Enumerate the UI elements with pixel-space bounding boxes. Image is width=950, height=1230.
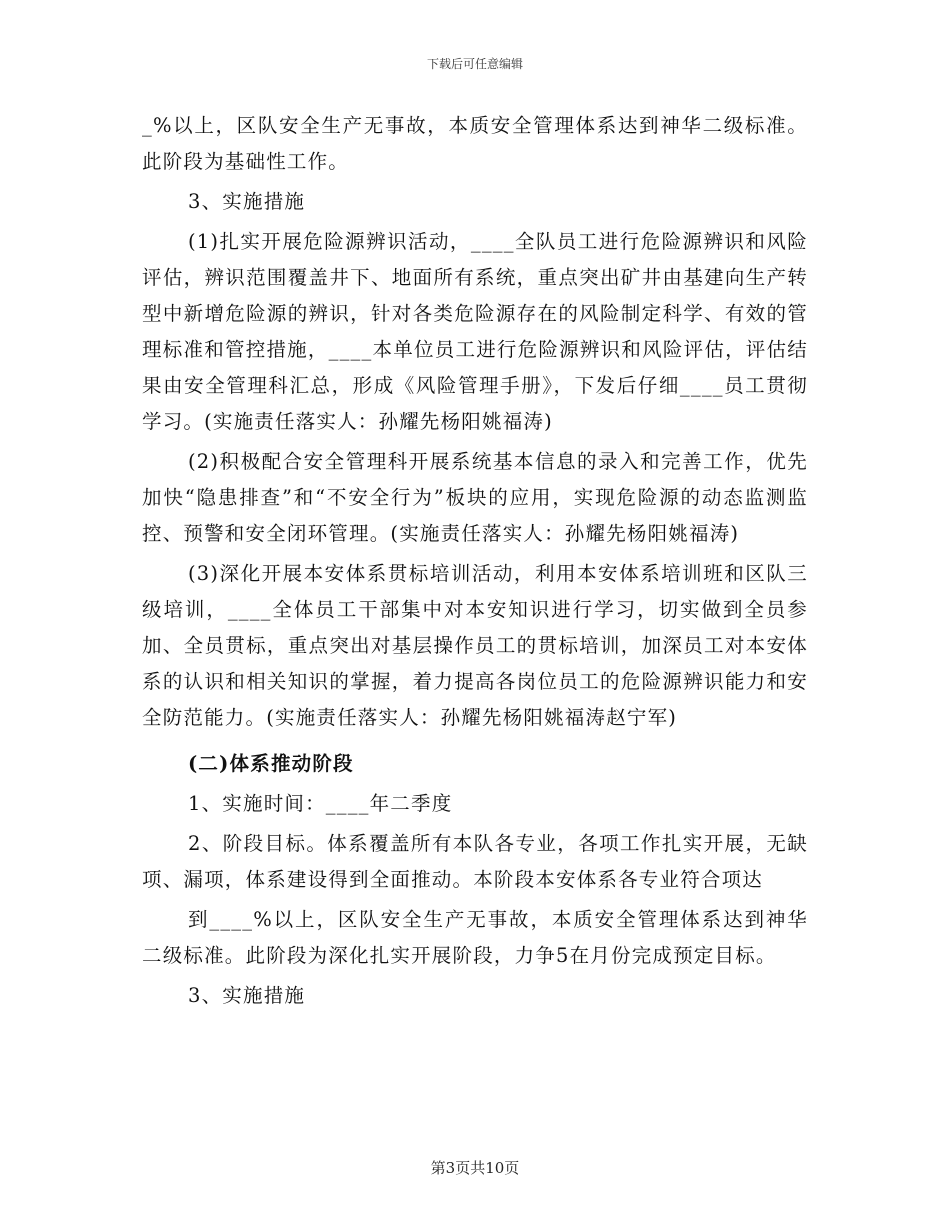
paragraph-measure-3: (3)深化开展本安体系贯标培训活动，利用本安体系培训班和区队三级培训，____全体员工干部集中对本安知识进行学习，切实做到全员参加、全员贯标，重点突出对基层操作员工的贯标培训，加深员工对本安体系的认识和相关知识的掌握，着力提高各岗位员工的危险源辨识能力和安全防范能力。(实施责任落实人：孙耀先杨阳姚福涛赵宁军) (142, 562, 808, 729)
paragraph-implementation-time: 1、实施时间：____年二季度 (188, 792, 453, 815)
section-heading-stage-2: (二)体系推动阶段 (188, 752, 354, 775)
page-number: 第3页共10页 (430, 1159, 520, 1177)
paragraph-stage-goal: 2、阶段目标。体系覆盖所有本队各专业，各项工作扎实开展，无缺项、漏项，体系建设得到全面推动。本阶段本安体系各专业符合项达 (142, 832, 808, 891)
paragraph-stage-goal-continued: 到____%以上，区队安全生产无事故，本质安全管理体系达到神华二级标准。此阶段为深化扎实开展阶段，力争5在月份完成预定目标。 (142, 908, 808, 967)
paragraph-measure-1: (1)扎实开展危险源辨识活动，____全队员工进行危险源辨识和风险评估，辨识范围覆盖井下、地面所有系统，重点突出矿井由基建向生产转型中新增危险源的辨识，针对各类危险源存在的风险制定科学、有效的管理标准和管控措施，____本单位员工进行危险源辨识和风险评估，评估结果由安全管理科汇总，形成《风险管理手册》，下发后仔细____员工贯彻学习。(实施责任落实人：孙耀先杨阳姚福涛) (142, 230, 808, 433)
paragraph-measure-2: (2)积极配合安全管理科开展系统基本信息的录入和完善工作，优先加快“隐患排查”和“不安全行为”板块的应用，实现危险源的动态监测监控、预警和安全闭环管理。(实施责任落实人：孙耀先杨阳姚福涛) (142, 450, 808, 545)
heading-measures-1: 3、实施措施 (188, 190, 306, 213)
document-body (142, 108, 808, 1014)
heading-measures-2: 3、实施措施 (188, 984, 306, 1007)
page-header-note: 下载后可任意编辑 (426, 57, 523, 71)
paragraph-target-continuation: _%以上，区队安全生产无事故，本质安全管理体系达到神华二级标准。此阶段为基础性工作。 (142, 114, 808, 173)
